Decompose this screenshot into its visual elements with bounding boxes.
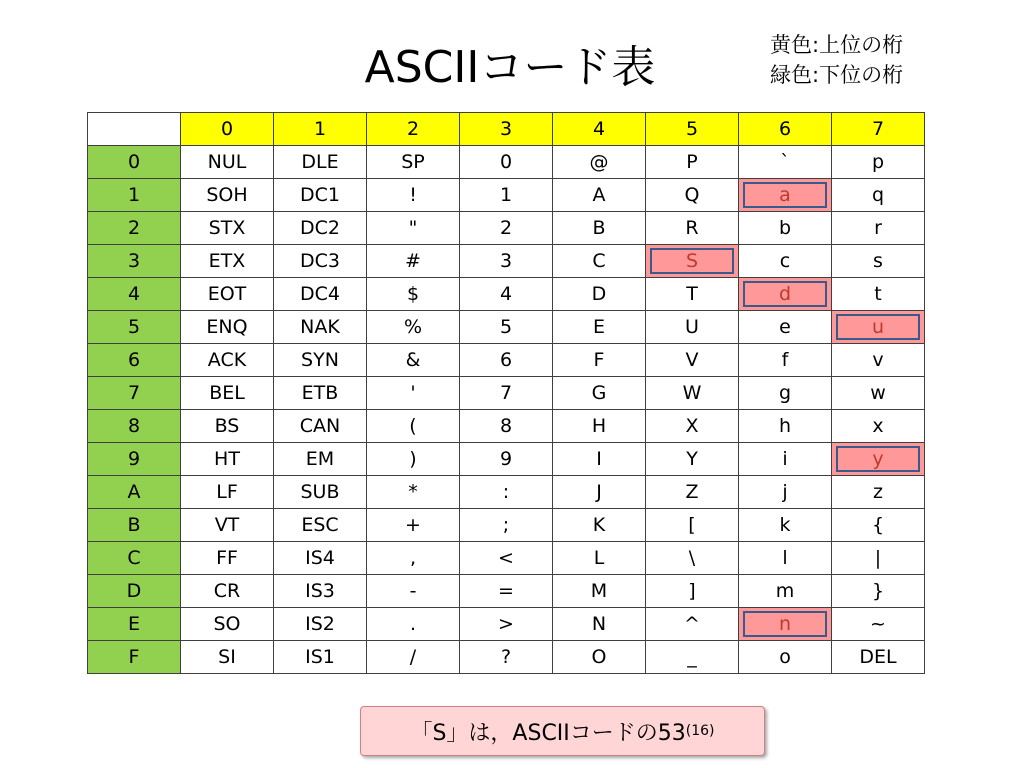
- table-row: [88, 344, 925, 377]
- table-cell: ACK: [181, 344, 274, 377]
- table-cell: ^: [646, 608, 739, 641]
- table-cell: NUL: [181, 146, 274, 179]
- row-header-C: C: [88, 542, 181, 575]
- table-cell: M: [553, 575, 646, 608]
- table-cell: 7: [460, 377, 553, 410]
- table-cell: SUB: [274, 476, 367, 509]
- table-cell: FF: [181, 542, 274, 575]
- table-cell: N: [553, 608, 646, 641]
- table-cell: T: [646, 278, 739, 311]
- table-cell: [: [646, 509, 739, 542]
- table-cell: O: [553, 641, 646, 674]
- table-cell: R: [646, 212, 739, 245]
- col-header-0: 0: [181, 113, 274, 146]
- table-row: [88, 377, 925, 410]
- table-cell: L: [553, 542, 646, 575]
- table-cell: c: [739, 245, 832, 278]
- table-cell: #: [367, 245, 460, 278]
- note-subscript: (16): [685, 723, 715, 739]
- table-cell: SO: [181, 608, 274, 641]
- table-cell: SP: [367, 146, 460, 179]
- table-cell: Z: [646, 476, 739, 509]
- row-header-9: 9: [88, 443, 181, 476]
- table-cell: VT: [181, 509, 274, 542]
- table-cell: P: [646, 146, 739, 179]
- table-cell: EOT: [181, 278, 274, 311]
- highlighted-cell: n: [739, 608, 832, 641]
- table-cell: @: [553, 146, 646, 179]
- table-cell: t: [832, 278, 925, 311]
- row-header-E: E: [88, 608, 181, 641]
- table-cell: STX: [181, 212, 274, 245]
- table-cell: J: [553, 476, 646, 509]
- table-cell: *: [367, 476, 460, 509]
- table-cell: BS: [181, 410, 274, 443]
- legend-yellow: 黄色:上位の桁: [770, 33, 904, 57]
- table-cell: B: [553, 212, 646, 245]
- col-header-1: 1: [274, 113, 367, 146]
- highlighted-cell: y: [832, 443, 925, 476]
- highlighted-cell: a: [739, 179, 832, 212]
- table-cell: 0: [460, 146, 553, 179]
- table-row: [88, 179, 925, 212]
- table-cell: ENQ: [181, 311, 274, 344]
- table-cell: ETX: [181, 245, 274, 278]
- table-row: [88, 278, 925, 311]
- table-cell: ": [367, 212, 460, 245]
- table-row: [88, 146, 925, 179]
- table-cell: l: [739, 542, 832, 575]
- table-cell: BEL: [181, 377, 274, 410]
- table-cell: z: [832, 476, 925, 509]
- table-cell: ]: [646, 575, 739, 608]
- table-cell: :: [460, 476, 553, 509]
- corner-cell: [88, 113, 181, 146]
- row-header-0: 0: [88, 146, 181, 179]
- table-cell: H: [553, 410, 646, 443]
- col-header-6: 6: [739, 113, 832, 146]
- table-cell: h: [739, 410, 832, 443]
- table-cell: f: [739, 344, 832, 377]
- table-cell: F: [553, 344, 646, 377]
- table-cell: HT: [181, 443, 274, 476]
- table-cell: 4: [460, 278, 553, 311]
- table-body: [88, 146, 925, 674]
- table-cell: k: [739, 509, 832, 542]
- table-row: [88, 542, 925, 575]
- table-cell: <: [460, 542, 553, 575]
- table-cell: DEL: [832, 641, 925, 674]
- note-box: [360, 706, 765, 756]
- table-cell: j: [739, 476, 832, 509]
- table-cell: `: [739, 146, 832, 179]
- table-cell: C: [553, 245, 646, 278]
- col-header-4: 4: [553, 113, 646, 146]
- table-cell: q: [832, 179, 925, 212]
- table-cell: CAN: [274, 410, 367, 443]
- table-cell: E: [553, 311, 646, 344]
- table-cell: !: [367, 179, 460, 212]
- table-cell: &: [367, 344, 460, 377]
- table-cell: ESC: [274, 509, 367, 542]
- table-cell: LF: [181, 476, 274, 509]
- table-cell: I: [553, 443, 646, 476]
- col-header-3: 3: [460, 113, 553, 146]
- table-row: [88, 608, 925, 641]
- table-cell: IS1: [274, 641, 367, 674]
- row-header-2: 2: [88, 212, 181, 245]
- row-header-D: D: [88, 575, 181, 608]
- table-cell: _: [646, 641, 739, 674]
- col-header-5: 5: [646, 113, 739, 146]
- table-cell: >: [460, 608, 553, 641]
- table-cell: DC1: [274, 179, 367, 212]
- table-cell: %: [367, 311, 460, 344]
- table-cell: \: [646, 542, 739, 575]
- table-cell: G: [553, 377, 646, 410]
- slide-title: ASCIIコード表: [364, 42, 656, 93]
- highlighted-cell: u: [832, 311, 925, 344]
- table-row: [88, 575, 925, 608]
- table-row: [88, 311, 925, 344]
- table-cell: 8: [460, 410, 553, 443]
- table-row: [88, 212, 925, 245]
- table-cell: SYN: [274, 344, 367, 377]
- table-cell: p: [832, 146, 925, 179]
- table-cell: Q: [646, 179, 739, 212]
- table-row: [88, 641, 925, 674]
- table-cell: g: [739, 377, 832, 410]
- table-cell: b: [739, 212, 832, 245]
- row-header-7: 7: [88, 377, 181, 410]
- table-cell: }: [832, 575, 925, 608]
- row-header-A: A: [88, 476, 181, 509]
- table-row: [88, 443, 925, 476]
- table-cell: m: [739, 575, 832, 608]
- table-cell: NAK: [274, 311, 367, 344]
- column-header-row: [88, 113, 925, 146]
- table-cell: 1: [460, 179, 553, 212]
- table-cell: -: [367, 575, 460, 608]
- table-cell: 5: [460, 311, 553, 344]
- table-cell: Y: [646, 443, 739, 476]
- table-cell: DC4: [274, 278, 367, 311]
- table-cell: D: [553, 278, 646, 311]
- table-row: [88, 410, 925, 443]
- table-cell: ?: [460, 641, 553, 674]
- highlighted-cell: d: [739, 278, 832, 311]
- table-cell: IS2: [274, 608, 367, 641]
- table-cell: |: [832, 542, 925, 575]
- table-cell: /: [367, 641, 460, 674]
- table-cell: w: [832, 377, 925, 410]
- table-cell: ~: [832, 608, 925, 641]
- highlighted-cell: S: [646, 245, 739, 278]
- table-cell: $: [367, 278, 460, 311]
- row-header-8: 8: [88, 410, 181, 443]
- row-header-5: 5: [88, 311, 181, 344]
- table-cell: CR: [181, 575, 274, 608]
- table-cell: 2: [460, 212, 553, 245]
- note-text: 「S」は，ASCIIコードの53: [410, 720, 686, 746]
- table-cell: s: [832, 245, 925, 278]
- table-cell: A: [553, 179, 646, 212]
- table-cell: IS3: [274, 575, 367, 608]
- row-header-3: 3: [88, 245, 181, 278]
- table-cell: x: [832, 410, 925, 443]
- table-cell: SI: [181, 641, 274, 674]
- table-cell: v: [832, 344, 925, 377]
- table-cell: .: [367, 608, 460, 641]
- table-cell: e: [739, 311, 832, 344]
- row-header-B: B: [88, 509, 181, 542]
- table-cell: o: [739, 641, 832, 674]
- row-header-1: 1: [88, 179, 181, 212]
- table-cell: 9: [460, 443, 553, 476]
- col-header-7: 7: [832, 113, 925, 146]
- table-row: [88, 509, 925, 542]
- ascii-code-table: [87, 112, 925, 674]
- table-row: [88, 476, 925, 509]
- table-cell: i: [739, 443, 832, 476]
- table-cell: DLE: [274, 146, 367, 179]
- table-cell: ): [367, 443, 460, 476]
- table-cell: EM: [274, 443, 367, 476]
- table-cell: W: [646, 377, 739, 410]
- row-header-6: 6: [88, 344, 181, 377]
- table-row: [88, 245, 925, 278]
- table-cell: 3: [460, 245, 553, 278]
- table-cell: r: [832, 212, 925, 245]
- table-cell: DC3: [274, 245, 367, 278]
- col-header-2: 2: [367, 113, 460, 146]
- color-legend: [770, 30, 903, 90]
- table-cell: (: [367, 410, 460, 443]
- table-cell: {: [832, 509, 925, 542]
- table-cell: DC2: [274, 212, 367, 245]
- table-cell: 6: [460, 344, 553, 377]
- row-header-F: F: [88, 641, 181, 674]
- table-cell: ,: [367, 542, 460, 575]
- table-cell: V: [646, 344, 739, 377]
- table-cell: ETB: [274, 377, 367, 410]
- table-cell: ;: [460, 509, 553, 542]
- row-header-4: 4: [88, 278, 181, 311]
- table-cell: =: [460, 575, 553, 608]
- table-cell: ': [367, 377, 460, 410]
- table-cell: U: [646, 311, 739, 344]
- table-cell: SOH: [181, 179, 274, 212]
- table-cell: K: [553, 509, 646, 542]
- table-cell: +: [367, 509, 460, 542]
- table-cell: X: [646, 410, 739, 443]
- table-cell: IS4: [274, 542, 367, 575]
- legend-green: 緑色:下位の桁: [770, 63, 904, 87]
